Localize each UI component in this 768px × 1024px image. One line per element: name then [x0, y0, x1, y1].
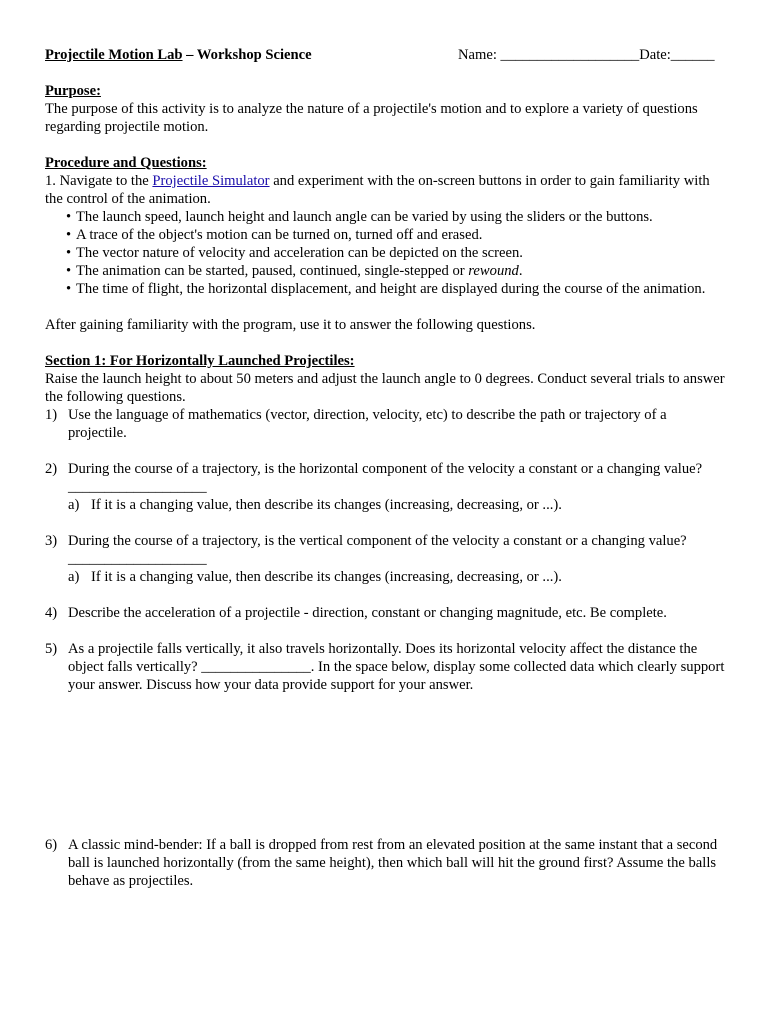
- sub-question-number: a): [68, 497, 80, 513]
- question-3: [45, 532, 725, 586]
- feature-list: [45, 208, 725, 298]
- list-item: [45, 226, 725, 244]
- bullet-icon: •: [66, 245, 72, 261]
- title-separator: –: [182, 47, 197, 63]
- document-header: [45, 46, 725, 64]
- step1-suffix: and experiment with the on-screen buttons in order to gain familiarity with the control of the animation.: [45, 173, 710, 207]
- bullet-italic: rewound: [468, 263, 519, 279]
- after-text: After gaining familiarity with the program, use it to answer the following questions.: [45, 317, 536, 333]
- bullet-icon: •: [66, 263, 72, 279]
- question-text: During the course of a trajectory, is the vertical component of the velocity a constant or a changing value?: [68, 533, 687, 549]
- sub-question-text: If it is a changing value, then describe its changes (increasing, decreasing, or ...).: [91, 569, 562, 585]
- question-6: [45, 836, 725, 890]
- bullet-icon: •: [66, 227, 72, 243]
- title-main: Projectile Motion Lab: [45, 47, 183, 63]
- bullet-text: The animation can be started, paused, continued, single-stepped or: [76, 263, 469, 279]
- question-text: As a projectile falls vertically, it also travels horizontally. Does its horizontal velocity affect the distance the object falls vertically? _______________. In the space below, display some collected data which clearly support your answer. Discuss how your data provide support for your answer.: [68, 641, 725, 693]
- bullet-end: .: [518, 263, 523, 279]
- name-date-field: Name: ___________________Date:______: [458, 47, 715, 63]
- question-number: 2): [45, 461, 58, 477]
- question-text: A classic mind-bender: If a ball is dropped from rest from an elevated position at the same instant that a second ball is launched horizontally (from the same height), then which ball will hit the ground first? Assume the balls behave as projectiles.: [68, 837, 718, 889]
- document-title: [45, 46, 312, 64]
- question-number: 1): [45, 407, 58, 423]
- bullet-icon: •: [66, 281, 72, 297]
- bullet-text: The vector nature of velocity and acceleration can be depicted on the screen.: [76, 245, 523, 261]
- question-5: [45, 640, 725, 694]
- bullet-text: The time of flight, the horizontal displacement, and height are displayed during the course of the animation.: [76, 281, 706, 297]
- question-text: Describe the acceleration of a projectile - direction, constant or changing magnitude, etc. Be complete.: [68, 605, 667, 621]
- purpose-heading: Purpose:: [45, 83, 101, 99]
- question-2: [45, 460, 725, 514]
- sub-question-text: If it is a changing value, then describe its changes (increasing, decreasing, or ...).: [91, 497, 562, 513]
- question-number: 4): [45, 605, 58, 621]
- section1-heading: Section 1: For Horizontally Launched Projectiles:: [45, 353, 355, 369]
- list-item: [45, 244, 725, 262]
- document: [45, 46, 725, 890]
- question-number: 5): [45, 641, 58, 657]
- title-sub: Workshop Science: [196, 47, 312, 63]
- bullet-text: A trace of the object's motion can be turned on, turned off and erased.: [76, 227, 483, 243]
- question-number: 6): [45, 837, 58, 853]
- answer-space: [45, 694, 725, 836]
- procedure-heading: Procedure and Questions:: [45, 155, 207, 171]
- bullet-icon: •: [66, 209, 72, 225]
- question-1: [45, 406, 725, 442]
- question-number: 3): [45, 533, 58, 549]
- list-item: [45, 262, 725, 280]
- procedure-step-1: [45, 172, 725, 208]
- projectile-simulator-link[interactable]: Projectile Simulator: [152, 173, 270, 189]
- question-2a: [68, 496, 725, 514]
- question-text: Use the language of mathematics (vector, direction, velocity, etc) to describe the path or trajectory of a projectile.: [68, 407, 667, 441]
- list-item: [45, 208, 725, 226]
- step1-prefix: 1. Navigate to the: [45, 173, 153, 189]
- bullet-text: The launch speed, launch height and launch angle can be varied by using the sliders or the buttons.: [76, 209, 653, 225]
- answer-blank: ___________________: [68, 551, 207, 567]
- question-4: [45, 604, 725, 622]
- sub-question-number: a): [68, 569, 80, 585]
- section1-intro: Raise the launch height to about 50 meters and adjust the launch angle to 0 degrees. Conduct several trials to answer the following questions.: [45, 371, 725, 405]
- question-text: During the course of a trajectory, is the horizontal component of the velocity a constant or a changing value? ___________________: [68, 461, 703, 495]
- question-3a: [68, 568, 725, 586]
- list-item: [45, 280, 725, 298]
- purpose-text: The purpose of this activity is to analyze the nature of a projectile's motion and to explore a variety of questions regarding projectile motion.: [45, 101, 698, 135]
